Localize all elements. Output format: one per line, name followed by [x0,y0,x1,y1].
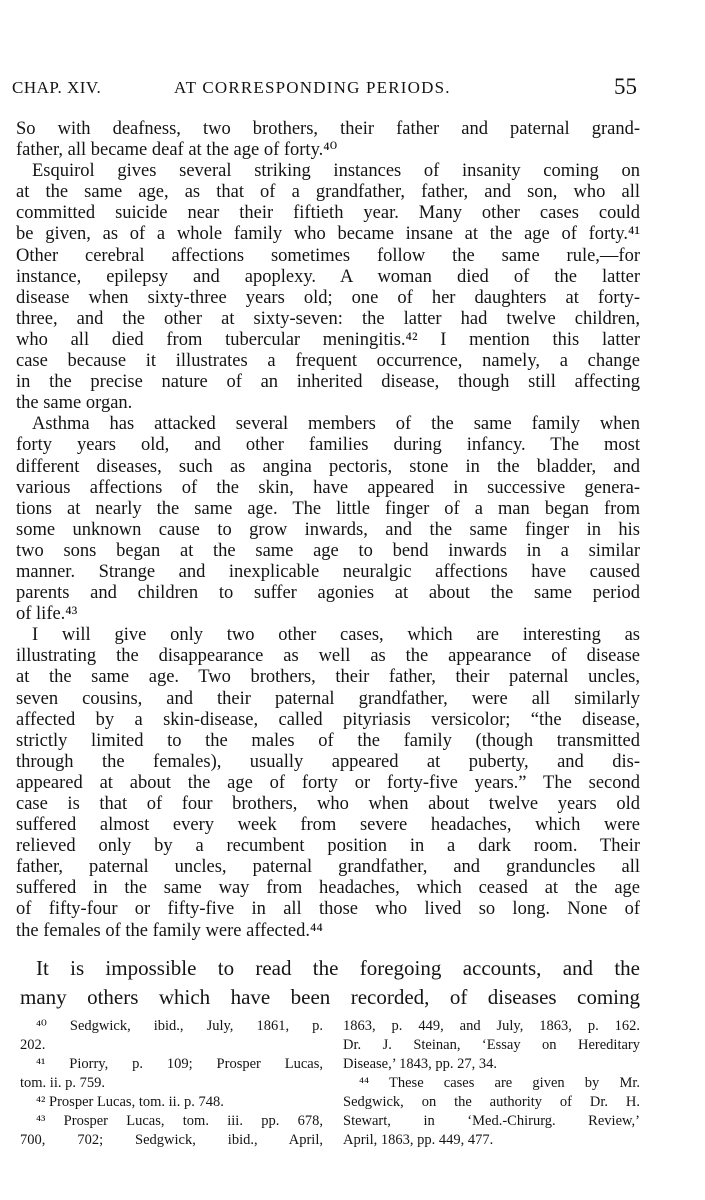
text-line: affected by a skin-disease, called pityriasis versicolor; “the disease, [16,709,640,730]
body-text [16,119,640,942]
text-line: Asthma has attacked several members of the same family when [32,414,640,435]
text-line: case because it illustrates a frequent occurrence, namely, a change [16,351,640,372]
footnote-line: Dr. J. Steinan, ‘Essay on Hereditary [343,1037,640,1053]
text-line: forty years old, and other families during infancy. The most [16,435,640,456]
footnote-line: ⁴⁴ These cases are given by Mr. [359,1075,640,1091]
text-line: many others which have been recorded, of diseases coming [20,985,640,1009]
footnote-line: Stewart, in ‘Med.-Chirurg. Review,’ [343,1113,640,1129]
text-line: who all died from tubercular meningitis.⁴² I mention this latter [16,329,640,350]
footnote-line: 202. [20,1037,46,1053]
footnote-line: April, 1863, pp. 449, 477. [343,1132,494,1148]
footnote-line: Sedgwick, on the authority of Dr. H. [343,1094,640,1110]
text-line: suffered in the same way from headaches, which ceased at the age [16,878,640,899]
text-line: the same organ. [16,393,133,414]
text-line: in the precise nature of an inherited disease, though still affecting [16,372,640,393]
text-line: tions at nearly the same age. The little finger of a man began from [16,498,640,519]
text-line: of life.⁴³ [16,604,78,625]
running-title: AT CORRESPONDING PERIODS. [174,78,451,97]
text-line: of fifty-four or fifty-five in all those who lived so long. None of [16,899,640,920]
text-line: relieved only by a recumbent position in a dark room. Their [16,836,640,857]
text-line: father, paternal uncles, paternal grandfather, and granduncles all [16,857,640,878]
text-line: case is that of four brothers, who when about twelve years old [16,794,640,814]
footnote-line: ⁴⁰ Sedgwick, ibid., July, 1861, p. [36,1018,323,1034]
text-line: suffered almost every week from severe headaches, which were [16,815,640,836]
text-line: through the females), usually appeared at puberty, and dis- [16,751,640,772]
text-line: parents and children to suffer agonies at about the same period [16,583,640,604]
text-line: seven cousins, and their paternal grandfather, were all similarly [16,688,640,709]
text-line: committed suicide near their fiftieth year. Many other cases could [16,203,640,224]
text-line: at the same age. Two brothers, their father, their paternal uncles, [16,667,640,688]
text-line: So with deafness, two brothers, their father and paternal grand- [16,119,640,139]
footnote-line: 1863, p. 449, and July, 1863, p. 162. [343,1018,640,1034]
text-line: father, all became deaf at the age of forty.⁴⁰ [16,140,338,161]
text-line: at the same age, as that of a grandfather, father, and son, who all [16,182,640,203]
page-number: 55 [614,74,637,99]
text-line: It is impossible to read the foregoing accounts, and the [36,956,640,980]
footnote-line: ⁴³ Prosper Lucas, tom. iii. pp. 678, [36,1113,323,1129]
text-line: Esquirol gives several striking instances of insanity coming on [32,161,640,182]
footnote-line: ⁴² Prosper Lucas, tom. ii. p. 748. [36,1094,224,1110]
text-line: various affections of the skin, have appeared in successive genera- [16,477,640,498]
running-head [12,74,637,102]
text-line: illustrating the disappearance as well as the appearance of disease [16,646,640,667]
chapter-label: CHAP. XIV. [12,78,102,97]
text-line: manner. Strange and inexplicable neuralgic affections have caused [16,561,640,582]
text-line: Other cerebral affections sometimes follow the same rule,—for [16,245,640,266]
text-line: some unknown cause to grow inwards, and the same finger in his [16,519,640,540]
footnote-line: Disease,’ 1843, pp. 27, 34. [343,1056,497,1072]
lead-paragraph [20,954,640,1012]
footnotes-left-column [20,1017,323,1150]
footnote-line: tom. ii. p. 759. [20,1075,105,1091]
footnote-line: 700, 702; Sedgwick, ibid., April, [20,1132,323,1148]
text-line: instance, epilepsy and apoplexy. A woman died of the latter [16,266,640,287]
text-line: the females of the family were affected.⁴⁴ [16,920,323,941]
text-line: two sons began at the same age to bend inwards in a similar [16,540,640,561]
footnotes-right-column [343,1017,640,1150]
text-line: disease when sixty-three years old; one of her daughters at forty- [16,287,640,308]
text-line: three, and the other at sixty-seven: the latter had twelve children, [16,308,640,329]
text-line: be given, as of a whole family who became insane at the age of forty.⁴¹ [16,224,640,245]
footnote-line: ⁴¹ Piorry, p. 109; Prosper Lucas, [36,1056,323,1072]
text-line: appeared at about the age of forty or forty-five years.” The second [16,772,640,793]
text-line: strictly limited to the males of the family (though transmitted [16,730,640,751]
text-line: different diseases, such as angina pectoris, stone in the bladder, and [16,456,640,477]
text-line: I will give only two other cases, which are interesting as [32,625,640,646]
